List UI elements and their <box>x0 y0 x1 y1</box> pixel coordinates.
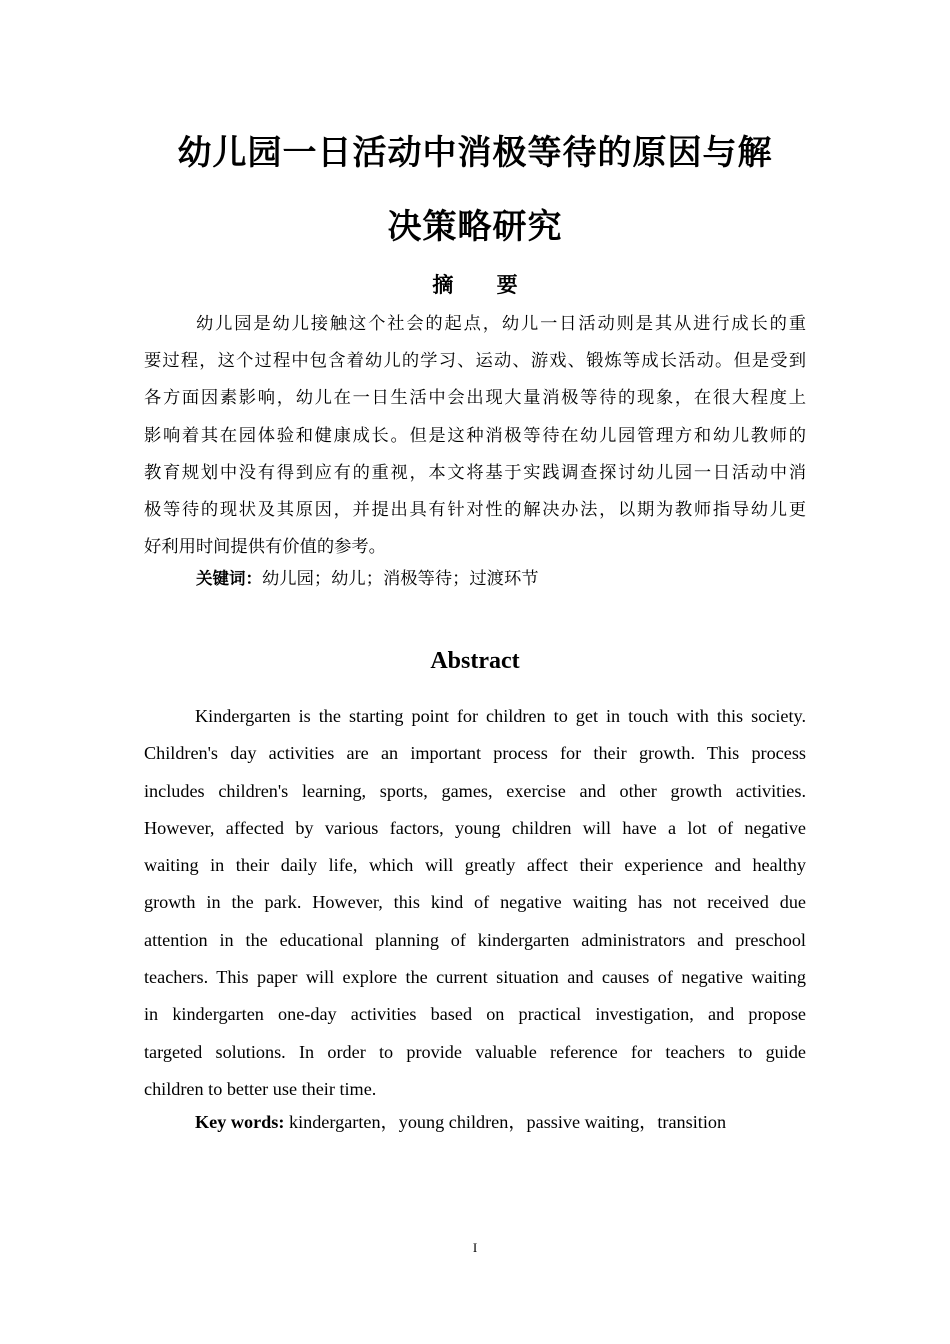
abstract-zh-line: 幼儿园是幼儿接触这个社会的起点，幼儿一日活动则是其从进行成长的重 <box>196 314 806 334</box>
abstract-en-line: in kindergarten one-day activities based on practical investigation, and propose <box>144 1004 806 1025</box>
abstract-zh-line: 影响着其在园体验和健康成长。但是这种消极等待在幼儿园管理方和幼儿教师的 <box>144 425 806 446</box>
abstract-en-line: However, affected by various factors, young children will have a lot of negative <box>144 817 806 838</box>
abstract-zh-line: 各方面因素影响，幼儿在一日生活中会出现大量消极等待的现象，在很大程度上 <box>144 388 806 409</box>
abstract-en-line: attention in the educational planning of kindergarten administrators and preschool <box>144 929 806 950</box>
keywords-en <box>195 1108 726 1136</box>
abstract-zh-line: 好利用时间提供有价值的参考。 <box>144 537 386 558</box>
keywords-zh-values: 幼儿园；幼儿；消极等待；过渡环节 <box>262 569 539 589</box>
abstract-zh-heading: 摘 要 <box>432 273 536 297</box>
abstract-en-line: waiting in their daily life, which will greatly affect their experience and healthy <box>144 855 806 876</box>
abstract-zh-line: 教育规划中没有得到应有的重视，本文将基于实践调查探讨幼儿园一日活动中消 <box>144 462 806 483</box>
title-line-1: 幼儿园一日活动中消极等待的原因与解 <box>177 133 773 173</box>
keywords-en-values: kindergarten，young children，passive waiting，transition <box>284 1112 727 1132</box>
abstract-zh-line: 极等待的现状及其原因，并提出具有针对性的解决办法，以期为教师指导幼儿更 <box>144 500 806 521</box>
abstract-en-line: growth in the park. However, this kind of negative waiting has not received due <box>144 892 806 913</box>
abstract-zh-line: 要过程，这个过程中包含着幼儿的学习、运动、游戏、锻炼等成长活动。但是受到 <box>144 351 806 372</box>
abstract-en-line: includes children's learning, sports, games, exercise and other growth activities. <box>144 780 806 801</box>
keywords-zh <box>196 565 539 593</box>
abstract-en-line: Kindergarten is the starting point for children to get in touch with this society. <box>195 706 806 726</box>
abstract-en-line: targeted solutions. In order to provide valuable reference for teachers to guide <box>144 1041 806 1062</box>
abstract-en-line: Children's day activities are an important process for their growth. This process <box>144 743 806 764</box>
abstract-en-body <box>144 698 806 1108</box>
keywords-en-label: Key words: <box>195 1112 285 1132</box>
title-line-2: 决策略研究 <box>387 207 563 247</box>
abstract-zh-body <box>144 306 806 566</box>
abstract-en-line: children to better use their time. <box>144 1078 377 1099</box>
abstract-en-line: teachers. This paper will explore the current situation and causes of negative waiting <box>144 967 806 988</box>
keywords-zh-label: 关键词： <box>196 569 262 588</box>
page-number: I <box>472 1240 478 1255</box>
abstract-en-heading: Abstract <box>430 648 520 674</box>
